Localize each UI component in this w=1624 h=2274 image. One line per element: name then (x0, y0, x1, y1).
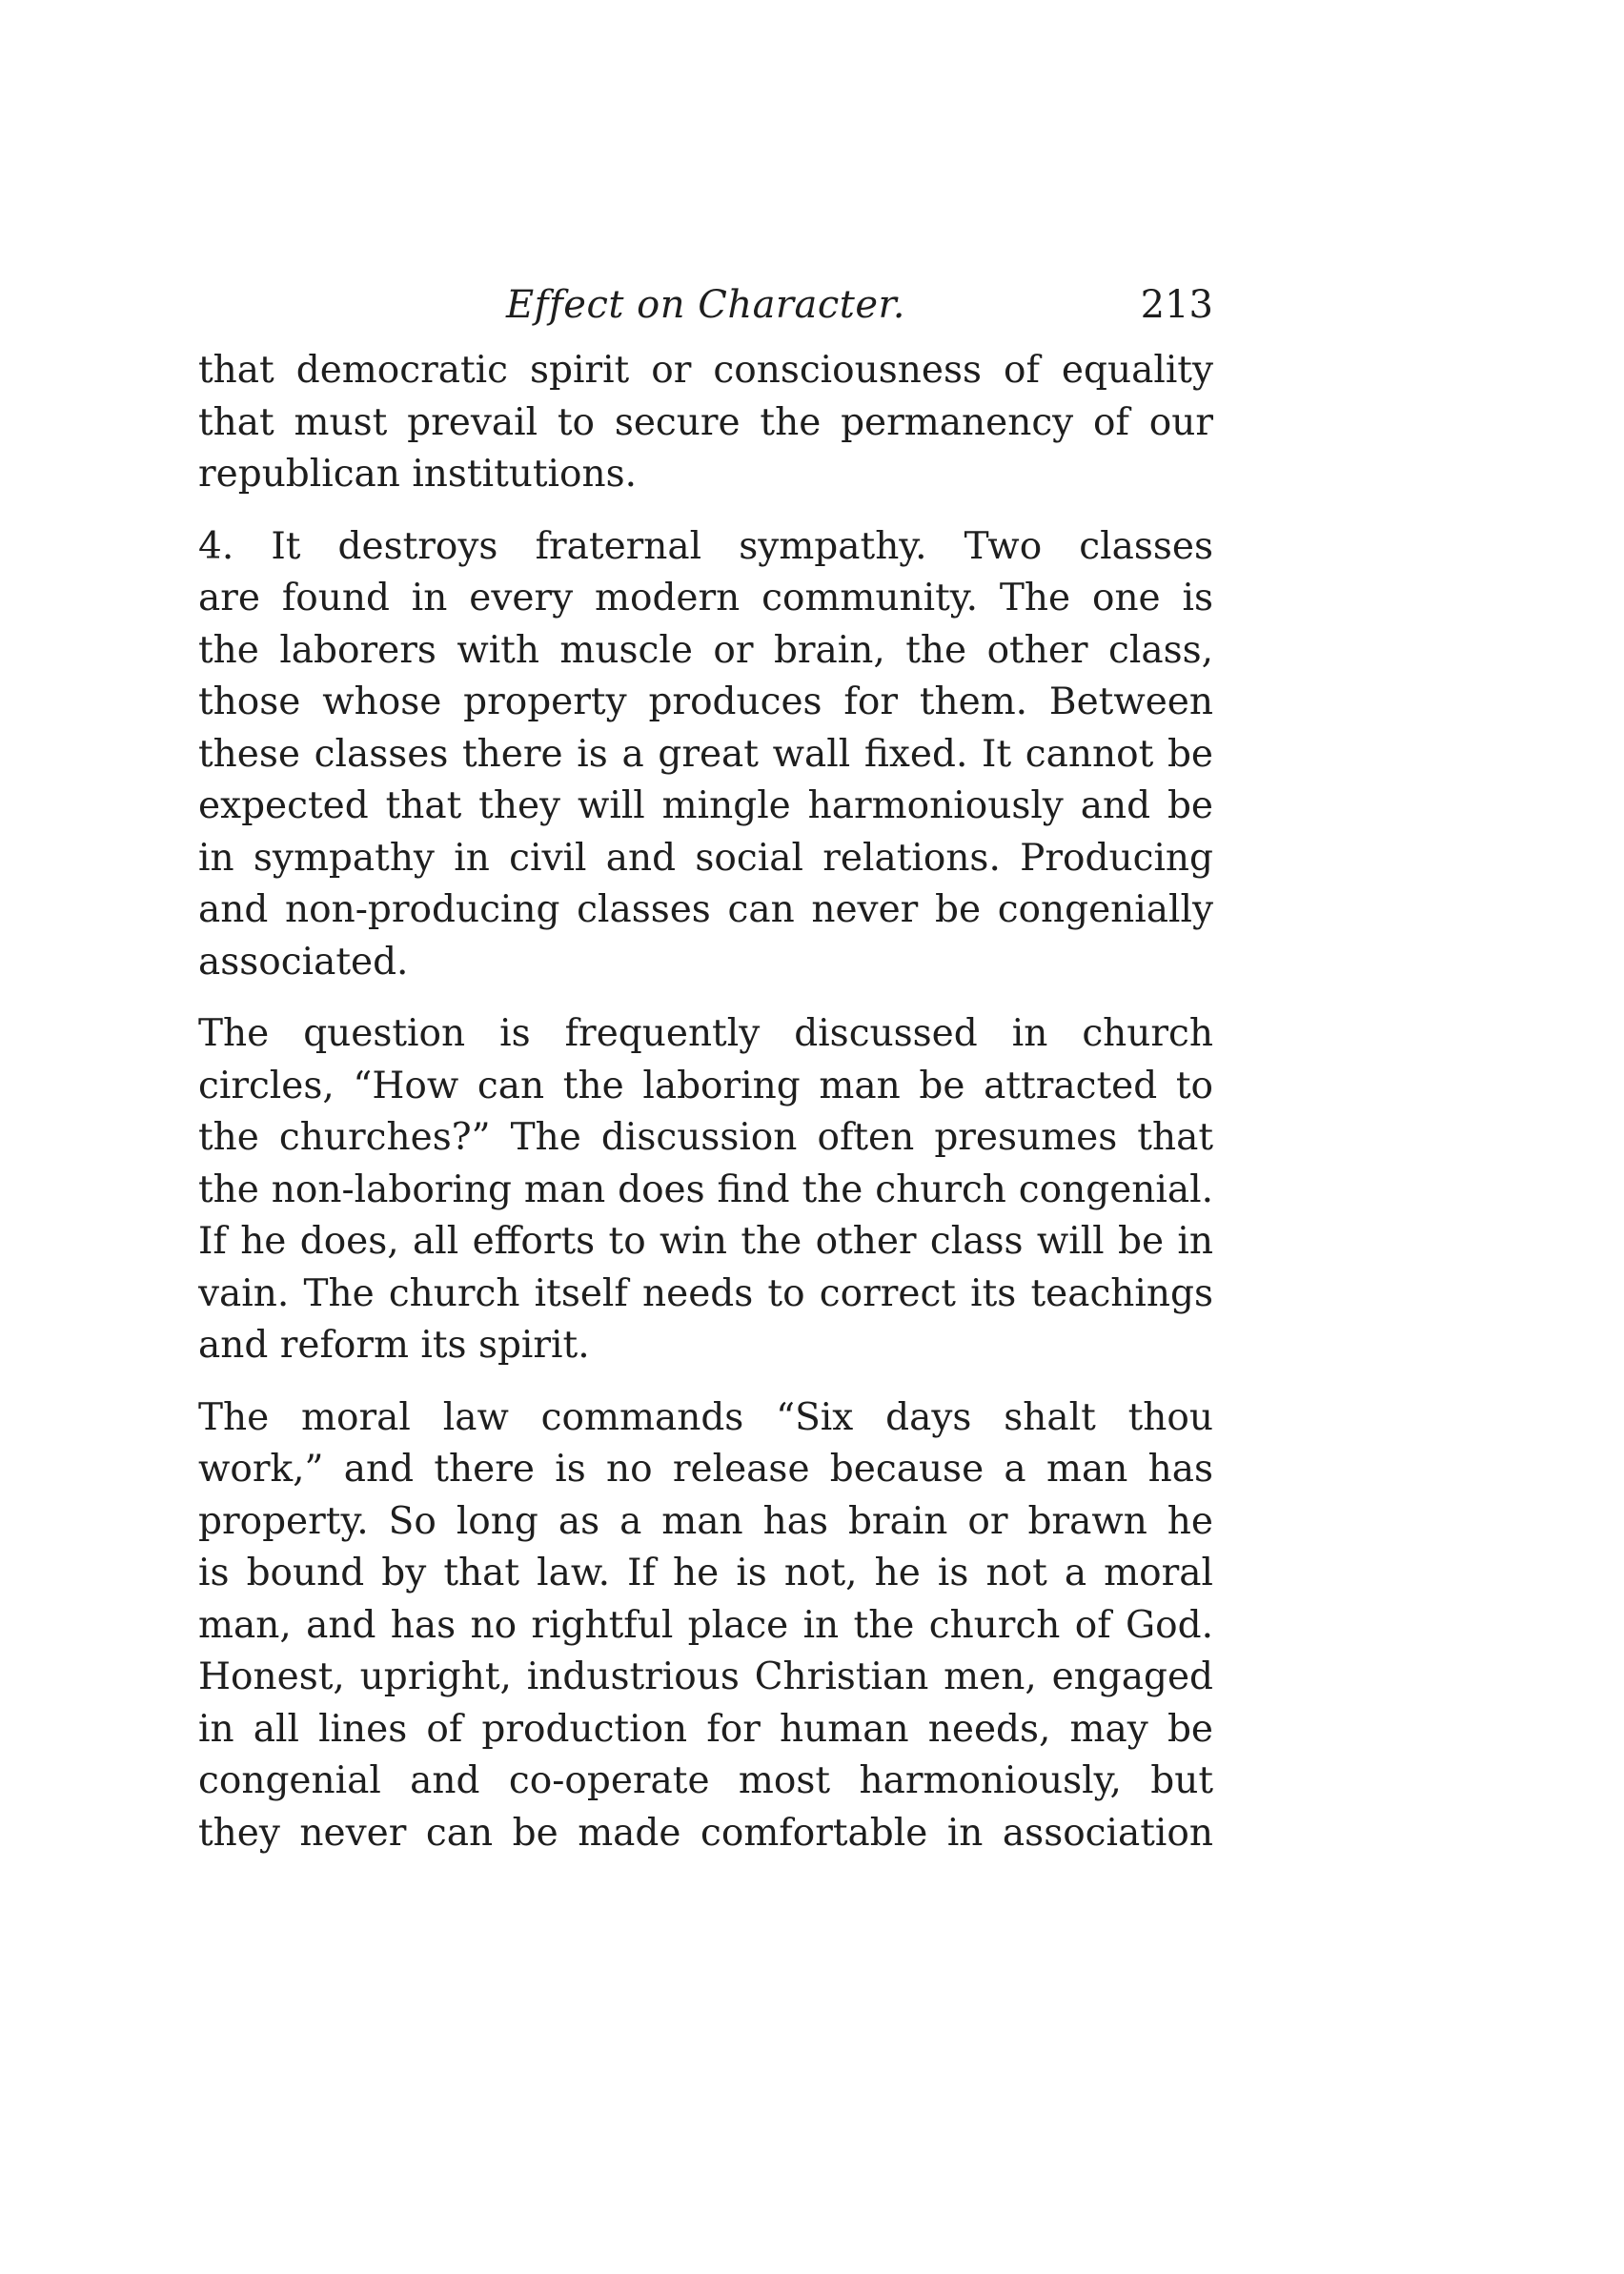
text-line: man, and has no rightful place in the church of God. (198, 1603, 1213, 1647)
text-line: associated. (198, 940, 409, 984)
text-line: vain. The church itself needs to correct its teachings (198, 1271, 1213, 1315)
text-line: in all lines of production for human needs, may be (198, 1707, 1213, 1751)
text-line: the laborers with muscle or brain, the other class, (198, 628, 1213, 672)
paragraph-4 (198, 1392, 1213, 1860)
text-line: work,” and there is no release because a man has (198, 1448, 1213, 1491)
text-line: they never can be made comfortable in association (198, 1811, 1213, 1855)
text-line: 4. It destroys fraternal sympathy. Two classes (198, 524, 1213, 568)
text-line: circles, “How can the laboring man be attracted to (198, 1064, 1213, 1107)
text-line: are found in every modern community. The one is (198, 577, 1213, 619)
paragraph-gap (198, 1372, 1213, 1392)
text-line: the non-laboring man does find the church congenial. (198, 1167, 1213, 1211)
paragraph-2 (198, 521, 1213, 989)
text-line: the churches?” The discussion often presumes that (198, 1116, 1213, 1159)
running-title: Effect on Character. (505, 283, 905, 327)
text-line: If he does, all efforts to win the other class will be in (198, 1220, 1213, 1263)
text-line: The moral law commands “Six days shalt thou (198, 1395, 1213, 1439)
text-line: and non-producing classes can never be congenially (198, 888, 1213, 931)
paragraph-1 (198, 345, 1213, 501)
text-line: that must prevail to secure the permanency of our (198, 400, 1213, 444)
text-line: those whose property produces for them. Between (198, 680, 1213, 723)
text-line: expected that they will mingle harmoniously and be (198, 784, 1213, 827)
text-line: The question is frequently discussed in church (198, 1012, 1213, 1055)
text-line: republican institutions. (198, 453, 638, 496)
text-line: that democratic spirit or consciousness of equality (198, 349, 1213, 392)
running-head (198, 276, 1213, 334)
text-line: congenial and co-operate most harmoniously, but (198, 1759, 1213, 1802)
paragraph-gap (198, 988, 1213, 1008)
text-line: and reform its spirit. (198, 1324, 590, 1367)
page-number: 213 (1140, 283, 1213, 327)
text-line: Honest, upright, industrious Christian men, engaged (198, 1655, 1213, 1698)
text-line: property. So long as a man has brain or brawn he (198, 1499, 1213, 1543)
text-line: these classes there is a great wall fixed. It cannot be (198, 732, 1213, 776)
paragraph-gap (198, 501, 1213, 521)
body-text (198, 345, 1213, 1859)
paragraph-3 (198, 1008, 1213, 1372)
text-line: in sympathy in civil and social relations. Producing (198, 836, 1213, 880)
text-line: is bound by that law. If he is not, he is not a moral (198, 1552, 1213, 1594)
